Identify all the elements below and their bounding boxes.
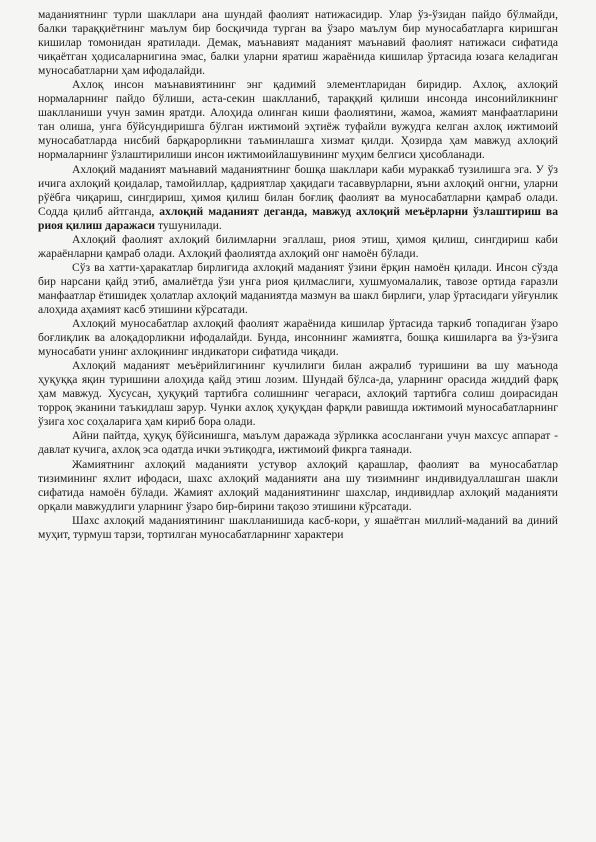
body-paragraph: [38, 78, 558, 162]
paragraph-text: Ахлоқий маданият маънавий маданиятнинг бошқа шакллари каби мураккаб тузилишга эга. У ўз ичига ахлоқий қоидалар, тамойиллар, қадриятлар ҳақидаги тасаввурларни, яъни ахлоқий онгни, уларни рўёбга чиқариш, сингдириш, ҳимоя қилиш билан боғлиқ фаолият ва муносабатларни қамраб олади. Содда қилиб айтганда,: [38, 162, 558, 218]
body-paragraph: [38, 317, 558, 359]
body-paragraph: [38, 8, 558, 78]
body-paragraph: [38, 458, 558, 514]
paragraph-text: Шахс ахлоқий маданиятининг шаклланишида касб-кори, у яшаётган миллий-маданий ва диний муҳит, турмуш тарзи, тортилган муносабатларнинг характери: [38, 513, 558, 541]
paragraph-text: Жамиятнинг ахлоқий маданияти устувор ахлоқий қарашлар, фаолият ва муносабатлар тизимининг яхлит ифодаси, шахс ахлоқий маданияти ана шу тизимнинг индивидуаллашган шакли сифатида намоён бўлади. Жамият ахлоқий маданиятининг шахслар, индивидлар ахлоқий маданияти орқали мавжудлиги уларнинг ўзаро бир-бирини тақозо этишини кўрсатади.: [38, 457, 558, 513]
paragraph-text: Айни пайтда, ҳуқуқ бўйсинишга, маълум даражада зўрликка асослангани учун махсус аппарат - давлат кучига, ахлоқ эса одатда ички эътиқодга, ижтимоий фикрга таянади.: [38, 429, 558, 457]
body-paragraph: [38, 514, 558, 542]
body-paragraph: [38, 261, 558, 317]
paragraph-text: маданиятнинг турли шакллари ана шундай фаолият натижасидир. Улар ўз-ўзидан пайдо бўлмайди, балки тараққиётнинг маълум бир босқичида турган ва ўзаро маълум бир муносабатларга киришган кишилар томонидан яратилади. Демак, маънавият маданият маънавий фаолият натижаси сифатида чиқаётган ҳодисаларнигина эмас, балки уларни яратиш жараёнида кишилар ўртасида юзага келадиган муносабатларни ҳам ифодалайди.: [38, 8, 558, 78]
paragraph-text: Сўз ва хатти-ҳаракатлар бирлигида ахлоқий маданият ўзини ёрқин намоён қилади. Инсон сўзда бир нарсани қайд этиб, амалиётда ўзи унга риоя қилмаслиги, хушмуомалалик, тавозе ортида ғаразли манфаатлар ётишидек ҳолатлар ахлоқий маданиятда мазмун ва шакл бирлиги, улар ўртасидаги уйғунлик алоҳида аҳамият касб этишини кўрсатади.: [38, 260, 558, 316]
body-paragraph: [38, 163, 558, 233]
body-paragraph: [38, 429, 558, 457]
paragraph-text: Ахлоқий муносабатлар ахлоқий фаолият жараёнида кишилар ўртасида таркиб топадиган ўзаро боғлиқлик ва алоқадорликни ифодалайди. Бунда, инсоннинг жамиятга, бошқа кишиларга ва ўз-ўзига муносабати унинг ахлоқининг индикатори сифатида чиқади.: [38, 317, 558, 359]
bold-text: ахлоқий маданият деганда, мавжуд ахлоқий меъёрларни ўзлаштириш ва риоя қилиш даражаси: [38, 204, 558, 232]
body-paragraph: [38, 233, 558, 261]
paragraph-text: Ахлоқий маданият меъёрийлигининг кучлилиги билан ажралиб туришини ва шу маънода ҳуқуққа яқин туришини алоҳида қайд этиш лозим. Шундай бўлса-да, уларнинг орасида жиддий фарқ ҳам мавжуд. Хусусан, ҳуқуқий тартибга солишнинг чегараси, ахлоқий тартибга солиш доирасидан торроқ эканини таъкидлаш зарур. Чунки ахлоқ ҳуқуқдан фарқли равишда ижтимоий муносабатларнинг ўзига хос соҳаларига ҳам кириб бора олади.: [38, 359, 558, 429]
paragraph-text: тушунилади.: [155, 218, 222, 232]
paragraph-text: Ахлоқий фаолият ахлоқий билимларни эгаллаш, риоя этиш, ҳимоя қилиш, сингдириш каби жараёнларни қамраб олади. Ахлоқий фаолиятда ахлоқий онг намоён бўлади.: [38, 232, 558, 260]
body-paragraph: [38, 359, 558, 429]
paragraph-text: Ахлоқ инсон маънавиятининг энг қадимий элементларидан биридир. Ахлоқ, ахлоқий нормаларнинг пайдо бўлиши, аста-секин шаклланиб, тараққий қилиши инсонда инсонийликнинг шаклланиши учун замин яратди. Алоҳида олинган киши фаолиятини, жамоа, жамият манфаатларини тан олиша, унга бўйсундиришга бўлган ижтимоий эҳтиёж туфайли вужудга келган ахлоқ ижтимоий муносабатларда нисбий барқарорликни таъминлашга хизмат қилди. Ҳозирда ҳам мавжуд ахлоқий нормаларнинг ўзлаштирилиши инсон ижтимоийлашувининг муҳим белгиси ҳисобланади.: [38, 78, 558, 162]
